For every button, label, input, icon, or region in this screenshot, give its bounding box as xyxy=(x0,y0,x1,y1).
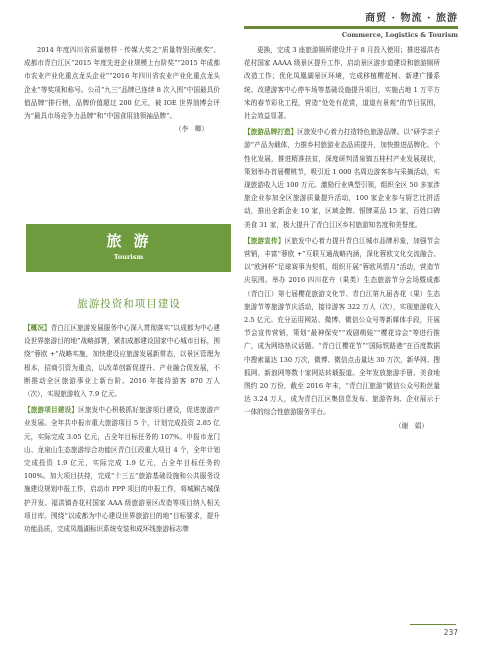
tag-overview: 【概况】 xyxy=(24,324,51,332)
right-column xyxy=(244,44,440,433)
author-signature: （李 卿） xyxy=(175,125,208,134)
brand-building-text: 区旅发中心着力打造特色旅游品牌。以“研学亲子游”产品为载体，力推乡村旅游业态品质提升，加快推进品牌化、个性化发展，推进精准扶贫，深度研判清泉镇五桂村产业发展现状，策划举办首届樱桃节，吸引近 1 000 名周边游客参与采摘活动，实现旅游收入近 100 万元。激励行业典型引领，组织全区 50 多家涉旅企业参加全区旅游质量提升活动，100 家企业参与厨艺比拼活动，推出全新企业 10 家，区域金牌、银牌菜品 15 家，百姓口碑美食 31 家，极大提升了青白江区乡村旅游知名度和美誉度。 xyxy=(244,128,440,229)
section-title-english: Commerce, Logistics & Tourism xyxy=(341,31,458,39)
section-title: 商贸 · 物流 · 旅游 xyxy=(365,13,458,24)
tag-promotion: 【旅游宣传】 xyxy=(244,236,285,245)
project-construction-text: 区旅发中心积极抓好旅游项目建设，促进旅游产业发展。全年共申报市重大旅游项目 5 个，计划完成投资 2.85 亿元，实际完成 3.05 亿元，占全年目标任务的 107%。申报市龙门山、龙泉山生态旅游综合功能区青白江段重大项目 4 个，全年计划完成投资 1.9 亿元，实际完成 1.9 亿元，占全年目标任务的 100%。加大项目扶持，完成“十三五”旅游基础设施和公共服务设施建设规划申报工作，启动市 PPP 项目的申报工作，将城厢古城保护开发、福洪镇杏花村国家 AAA 级旅游景区改造等项目纳入相关项目库。围绕“以成都为中心建设世界旅游目的地”目标要求，提升功能品质，完成凤凰湖标识系统安装和成环线旅游标志牌 xyxy=(24,406,221,534)
overview-text: 青白江区旅游发展服务中心深入贯彻落实“以成都为中心建设世界旅游目的地”战略部署，紧扣成都建设国家中心城市目标，围绕“蓉欧 +”战略实施，加快建设应旅游发展新常态，以景区管理为根本，招商引资为重点，以改革创新促提升、产业融合促发展，不断推动全区旅游事业上新台阶。2016 年接待游客 870 万人（次），实现旅游收入 7.9 亿元。 xyxy=(24,324,221,399)
paragraph-overview xyxy=(24,322,220,401)
author-signature-2: （谢 娟） xyxy=(395,421,428,430)
page-number-rule xyxy=(410,624,456,625)
page-number: 237 xyxy=(443,628,458,637)
paragraph-promotion xyxy=(244,235,440,420)
paragraph-brand-building xyxy=(244,126,440,232)
paragraph-project-construction xyxy=(24,404,220,536)
tag-project-construction: 【旅游项目建设】 xyxy=(24,406,79,415)
banner-subtitle: Tourism xyxy=(113,253,144,261)
paragraph-continued: 更换，完成 3 座旅游厕所建设并于 8 月投入使用；推进福洪杏花村国家 AAAA 级景区提升工作，启动景区游步道建设和旅游厕所改造工作；优化凤凰湖景区环境，完成移植樱花树、新建广播系统、改建游客中心停车场等基础设施提升项目，实施占地 1 万平方米的春节彩化工程，营造“处处有花赏，道道有景观”的节日氛围，社会效益显著。 xyxy=(244,46,440,121)
tag-brand-building: 【旅游品牌打造】 xyxy=(244,128,298,137)
tourism-banner xyxy=(26,224,231,272)
header-rule xyxy=(244,26,458,29)
left-column-body xyxy=(24,322,220,536)
banner-title: 旅游 xyxy=(106,232,161,250)
subsection-heading: 旅游投资和项目建设 xyxy=(77,298,181,310)
paragraph-company-awards: 2014 年度四川省质量榜样 · 传媒大奖之“质量特别贡献奖”、成都市青白江区“2015 年度先进企业规模上台阶奖”“2015 年成都市农业产业化重点龙头企业”“2016 年四川省农业产业化重点龙头企业”等奖项和称号。公司“九三”品牌已连续 8 次入围“中国最具价值品牌”排行榜，品牌价值超过 200 亿元，被 IOE 世界油博会评为“最具市场竞争力品牌”和“中国食用油领袖品牌”。 xyxy=(24,46,220,121)
left-column-top xyxy=(24,44,220,136)
promotion-text: 区旅发中心着力提升青白江城市品牌形象，加强节会营销，丰富“蓉欧 +”互联互通战略内涵，深化蓉欧文化交流融合。以“欧洲杯”足球赛事为契机，组织开展“蓉欧风情月”活动，营造节庆氛围。举办 2016 四川花卉（果类）生态旅游节分会场暨成都（青白江）第七届樱花旅游文化节、青白江第九届杏花（果）生态旅游节等旅游节庆活动，接待游客 322 万人（次），实现旅游收入 2.5 亿元。充分运用网站、微博、微信公众号等新媒体手段，开展节会宣传营销，策划“最神保安”“戏剧萌娃”“樱花诗会”等进行推广，成为网络热议话题。“青白江樱花节”“国际铁路港”在百度数据中搜索量达 130 万次，微博、微信点击量达 30 万次，新华网、搜狐网、新浪网等数十家网站转载报道。全年发放旅游手册、美食地图约 20 万份，截至 2016 年末，“青白江旅游”微信公众号粉丝量达 3.24 万人，成为青白江区集信息发布、旅游咨询、企业展示于一体的综合性旅游服务平台。 xyxy=(244,236,441,417)
